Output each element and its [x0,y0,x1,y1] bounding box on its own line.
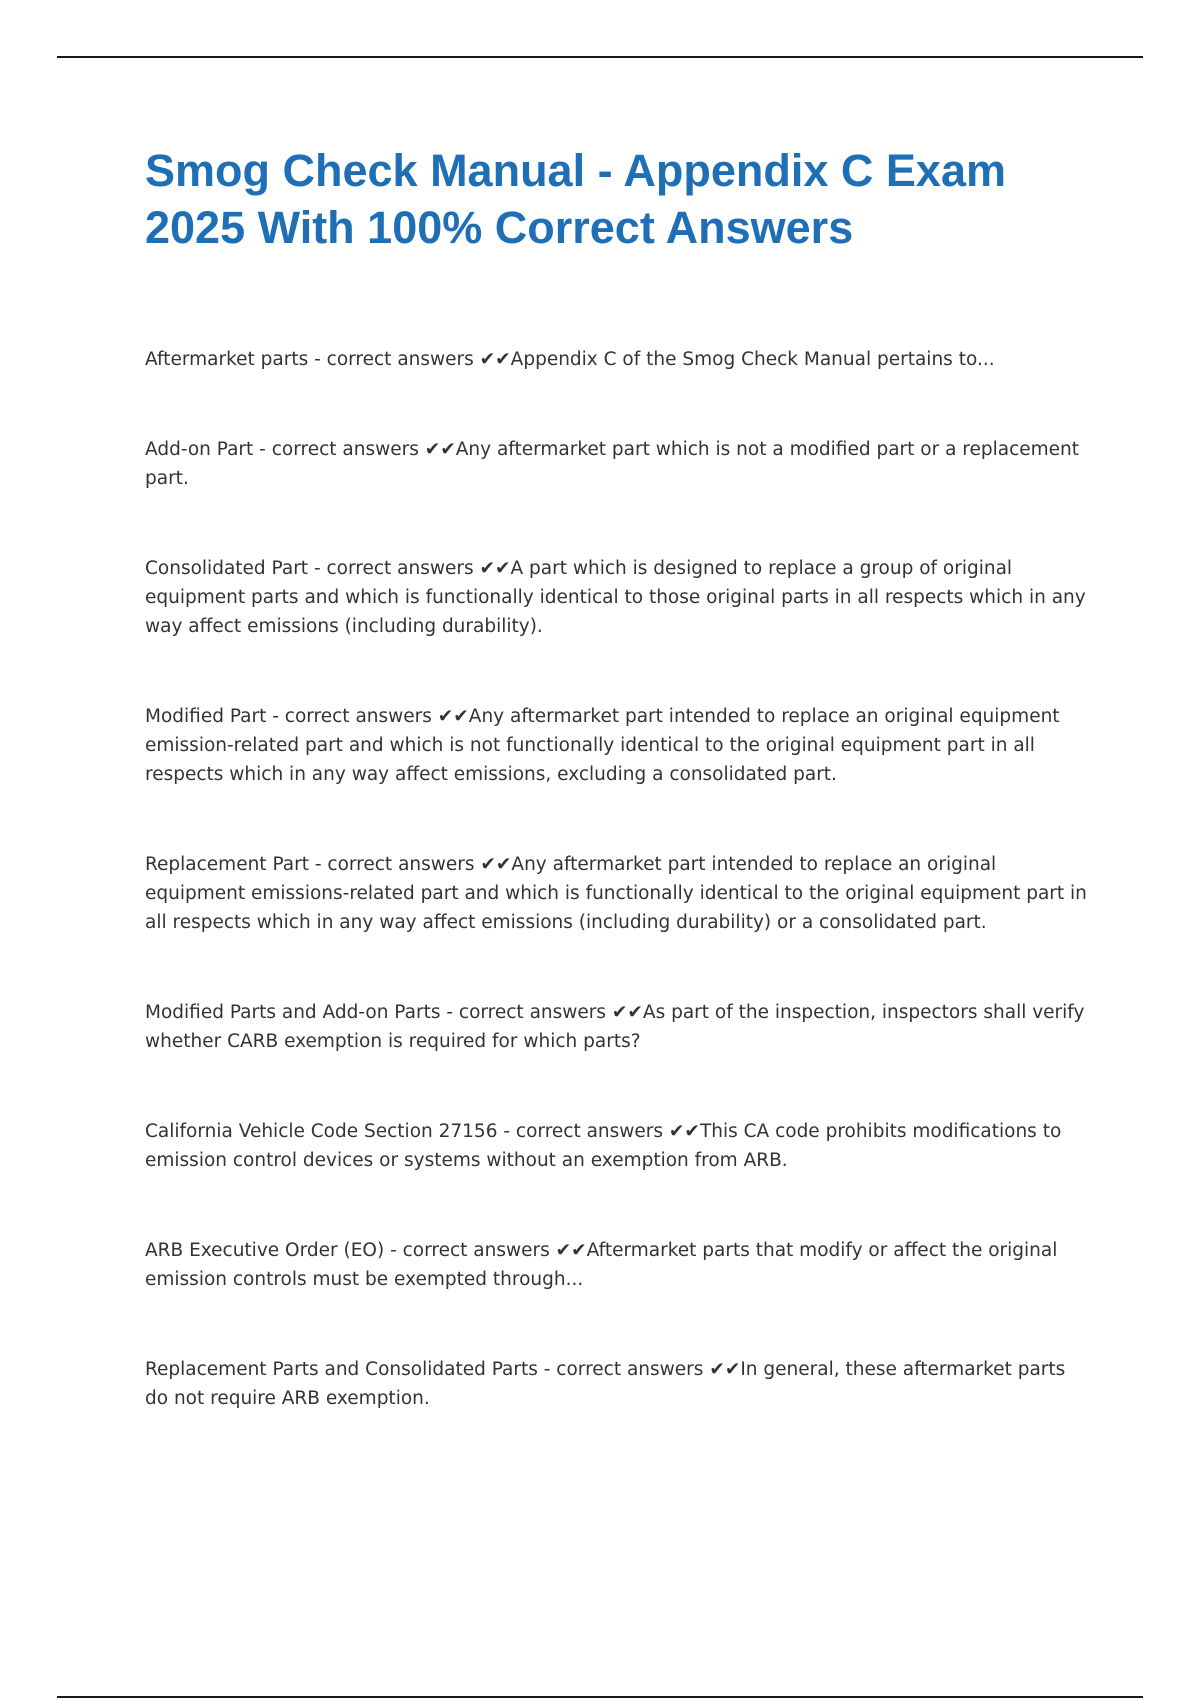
qa-item [145,1117,1090,1175]
check-mark-icon: ✔✔ [668,1121,700,1142]
check-mark-icon: ✔✔ [480,854,512,875]
check-mark-icon: ✔✔ [709,1359,741,1380]
qa-item [145,702,1090,789]
qa-answer: Any aftermarket part intended to replace an original equipment emissions-related part and which is functionally identical to the original equipment part in all respects which in any way affect emissions (including durability) or a consolidated part. [145,854,1087,933]
qa-item [145,850,1090,937]
qa-answer: Any aftermarket part which is not a modified part or a replacement part. [145,439,1080,489]
qa-answer: As part of the inspection, inspectors shall verify whether CARB exemption is required for which parts? [145,1002,1085,1052]
check-mark-icon: ✔✔ [437,706,469,727]
qa-separator: - correct answers [266,706,438,727]
qa-separator: - correct answers [537,1359,710,1380]
qa-answer: Aftermarket parts that modify or affect the original emission controls must be exempted through... [145,1240,1058,1290]
qa-item [145,554,1090,641]
check-mark-icon: ✔✔ [479,558,511,579]
qa-term: ARB Executive Order (EO) [145,1240,385,1261]
qa-separator: - correct answers [384,1240,556,1261]
qa-separator: - correct answers [440,1002,612,1023]
qa-separator: - correct answers [497,1121,669,1142]
check-mark-icon: ✔✔ [555,1240,587,1261]
qa-term: Add-on Part [145,439,254,460]
qa-separator: - correct answers [253,439,425,460]
qa-answer: In general, these aftermarket parts do not require ARB exemption. [145,1359,1066,1409]
qa-answer: Appendix C of the Smog Check Manual pertains to... [510,349,995,370]
qa-item [145,1236,1090,1294]
qa-term: Consolidated Part [145,558,309,579]
qa-term: Modified Part [145,706,267,727]
check-mark-icon: ✔✔ [479,349,511,370]
page-title: Smog Check Manual - Appendix C Exam 2025 With 100% Correct Answers [145,145,1006,253]
qa-answer: Any aftermarket part intended to replace an original equipment emission-related part and which is not functionally identical to the original equipment part in all respects which in any way affect emissions, excluding a consolidated part. [145,706,1060,785]
qa-item [145,435,1090,493]
check-mark-icon: ✔✔ [424,439,456,460]
qa-term: Replacement Parts and Consolidated Parts [145,1359,538,1380]
qa-item [145,345,1090,374]
qa-answer: A part which is designed to replace a group of original equipment parts and which is functionally identical to those original parts in all respects which in any way affect emissions (including durability). [145,558,1086,637]
qa-separator: - correct answers [308,349,480,370]
bottom-divider [57,1696,1143,1698]
top-divider [57,56,1143,58]
qa-term: Replacement Part [145,854,309,875]
qa-term: Modified Parts and Add-on Parts [145,1002,441,1023]
qa-term: Aftermarket parts [145,349,309,370]
qa-item [145,998,1090,1056]
qa-separator: - correct answers [308,854,481,875]
qa-list [145,345,1090,1474]
qa-separator: - correct answers [308,558,480,579]
qa-answer: This CA code prohibits modifications to emission control devices or systems without an exemption from ARB. [145,1121,1062,1171]
qa-term: California Vehicle Code Section 27156 [145,1121,498,1142]
check-mark-icon: ✔✔ [611,1002,643,1023]
qa-item [145,1355,1090,1413]
